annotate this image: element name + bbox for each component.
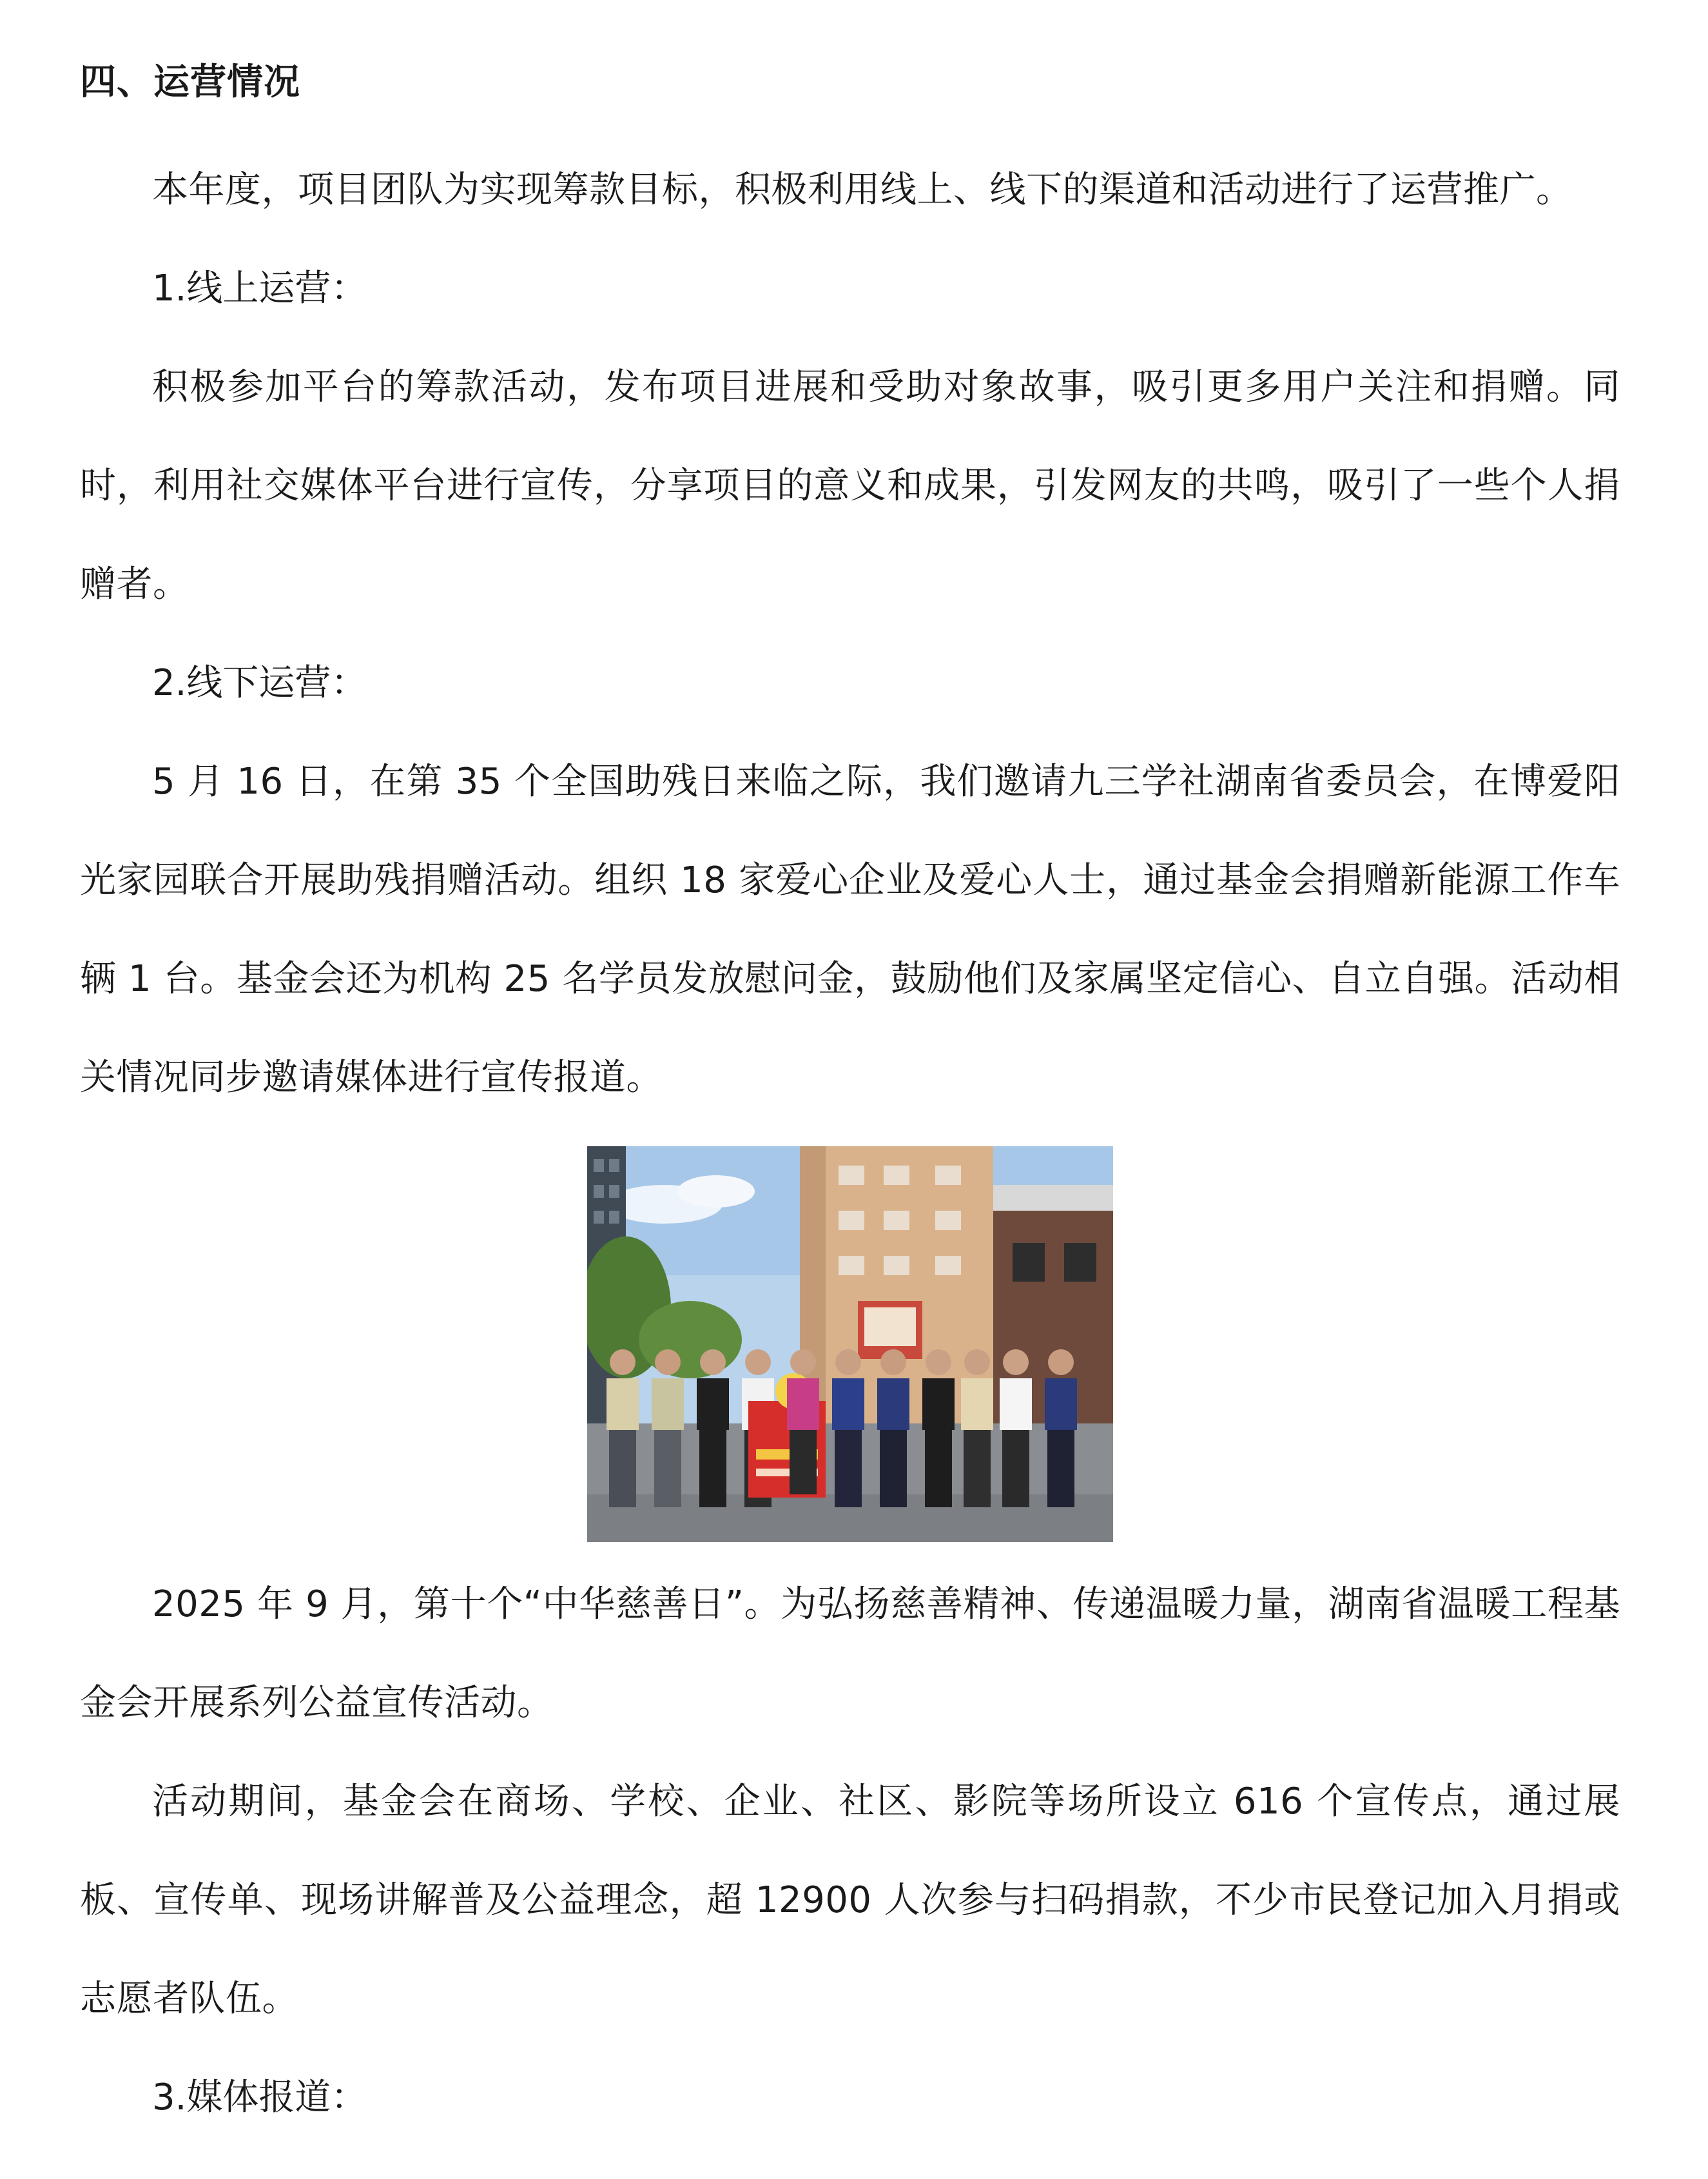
offline-paragraph-2: 2025 年 9 月，第十个“中华慈善日”。为弘扬慈善精神、传递温暖力量，湖南省温暖工程基金会开展系列公益宣传活动。 bbox=[80, 1583, 1620, 1724]
event-photo-container bbox=[80, 1146, 1620, 1542]
event-photo bbox=[587, 1146, 1113, 1542]
document-page bbox=[80, 57, 1620, 2147]
offline-subtitle: 2.线下运营： bbox=[152, 662, 367, 704]
media-subtitle: 3.媒体报道： bbox=[152, 2076, 367, 2118]
intro-paragraph: 本年度，项目团队为实现筹款目标，积极利用线上、线下的渠道和活动进行了运营推广。 bbox=[152, 169, 1573, 211]
offline-paragraph-1: 5 月 16 日，在第 35 个全国助残日来临之际，我们邀请九三学社湖南省委员会，在博爱阳光家园联合开展助残捐赠活动。组织 18 家爱心企业及爱心人士，通过基金会捐赠新能源工作车辆 1 台。基金会还为机构 25 名学员发放慰问金，鼓励他们及家属坚定信心、自立自强。活动相关情况同步邀请媒体进行宣传报道。 bbox=[80, 761, 1620, 1099]
section-title: 四、运营情况 bbox=[80, 61, 300, 103]
offline-paragraph-3: 活动期间，基金会在商场、学校、企业、社区、影院等场所设立 616 个宣传点，通过展板、宣传单、现场讲解普及公益理念，超 12900 人次参与扫码捐款，不少市民登记加入月捐或志愿者队伍。 bbox=[80, 1781, 1620, 2020]
online-paragraph: 积极参加平台的筹款活动，发布项目进展和受助对象故事，吸引更多用户关注和捐赠。同时，利用社交媒体平台进行宣传，分享项目的意义和成果，引发网友的共鸣，吸引了一些个人捐赠者。 bbox=[80, 366, 1620, 605]
online-subtitle: 1.线上运营： bbox=[152, 268, 367, 309]
